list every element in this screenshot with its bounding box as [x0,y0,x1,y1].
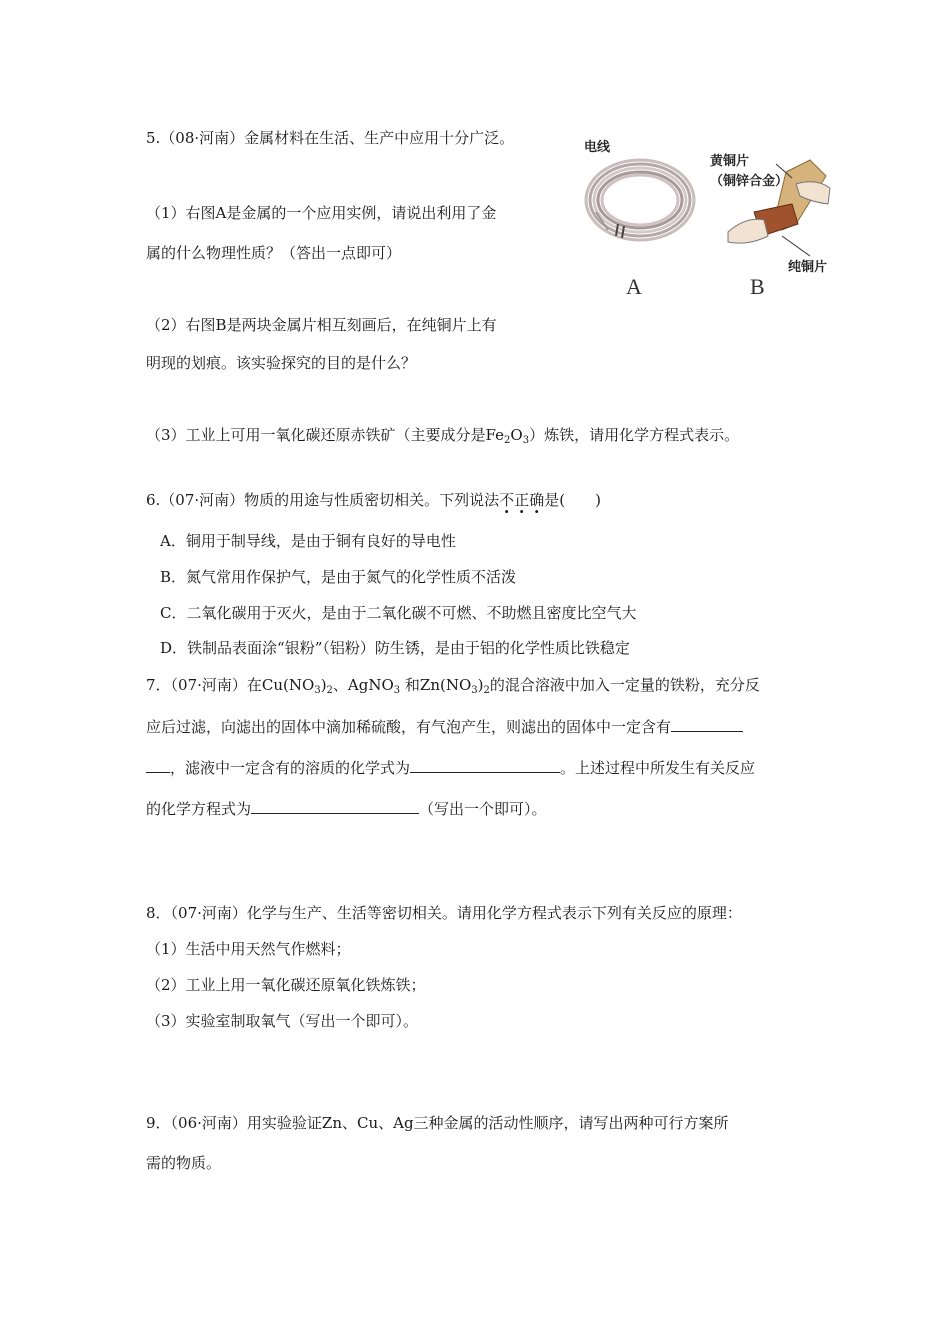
answer-blank[interactable] [671,717,743,732]
q6-option-c: C．二氧化碳用于灭火，是由于二氧化碳不可燃、不助燃且密度比空气大 [160,604,637,622]
label-copper-zinc-alloy: （铜锌合金） [710,174,789,189]
emphasis-char: 正 [514,491,530,509]
answer-blank[interactable] [146,758,170,773]
answer-blank[interactable] [410,758,560,773]
emphasis-char: 确 [529,491,545,509]
label-brass-plate: 黄铜片 [710,154,750,169]
label-wire: 电线 [584,140,611,155]
q5-stem: 5.（08·河南）金属材料在生活、生产中应用十分广泛。 [146,129,515,147]
answer-blank[interactable] [251,799,419,814]
q8-item-2: （2）工业上用一氧化碳还原氧化铁炼铁； [146,976,426,994]
figure-letter-a: A [626,274,642,299]
figure-letter-b: B [750,274,765,299]
q5-part2-line1: （2）右图B是两块金属片相互刻画后，在纯铜片上有 [146,316,497,334]
q7-line3: ，滤液中一定含有的溶质的化学式为 。上述过程中所发生有关反应 [146,758,755,778]
q8-item-3: （3）实验室制取氧气（写出一个即可）。 [146,1012,419,1030]
q6-option-a: A．铜用于制导线，是由于铜有良好的导电性 [160,532,456,550]
q8-stem: 8．（07·河南）化学与生产、生活等密切相关。请用化学方程式表示下列有关反应的原理： [146,904,742,922]
q5-part3: （3）工业上可用一氧化碳还原赤铁矿（主要成分是$Fe_2O_3$）炼铁，请用化学方程式表示。 [146,426,740,446]
q7-line2: 应后过滤，向滤出的固体中滴加稀硫酸，有气泡产生，则滤出的固体中一定含有 [146,717,743,737]
emphasis-char: 不 [499,491,515,509]
q6-option-d: D．铁制品表面涂“银粉”（铝粉）防生锈，是由于铝的化学性质比铁稳定 [160,639,630,657]
q9-line1: 9．（06·河南）用实验验证Zn、Cu、Ag三种金属的活动性顺序，请写出两种可行方案所 [146,1114,729,1132]
q5-part2-line2: 明现的划痕。该实验探究的目的是什么？ [146,354,417,372]
q9-line2: 需的物质。 [146,1154,222,1172]
label-pure-copper-plate: 纯铜片 [788,260,828,275]
q6-option-b: B．氮气常用作保护气，是由于氮气的化学性质不活泼 [160,568,517,586]
q5-figure [578,132,838,302]
q5-part1-line1: （1）右图A是金属的一个应用实例，请说出利用了金 [146,204,497,222]
q7-line4: 的化学方程式为 （写出一个即可）。 [146,800,547,818]
q5-part1-line2: 属的什么物理性质？（答出一点即可） [146,244,402,262]
q7-line1: 7．（07·河南）在$Cu(NO_3)_2$、AgNO$_3$ 和$Zn(NO_3)_2$的混合溶液中加入一定量的铁粉，充分反 [146,676,760,696]
q6-stem: 6.（07·河南）物质的用途与性质密切相关。下列说法不正确是( ) [146,491,601,509]
q8-item-1: （1）生活中用天然气作燃料； [146,940,351,958]
wire-and-metal-plates-illustration [578,132,838,302]
